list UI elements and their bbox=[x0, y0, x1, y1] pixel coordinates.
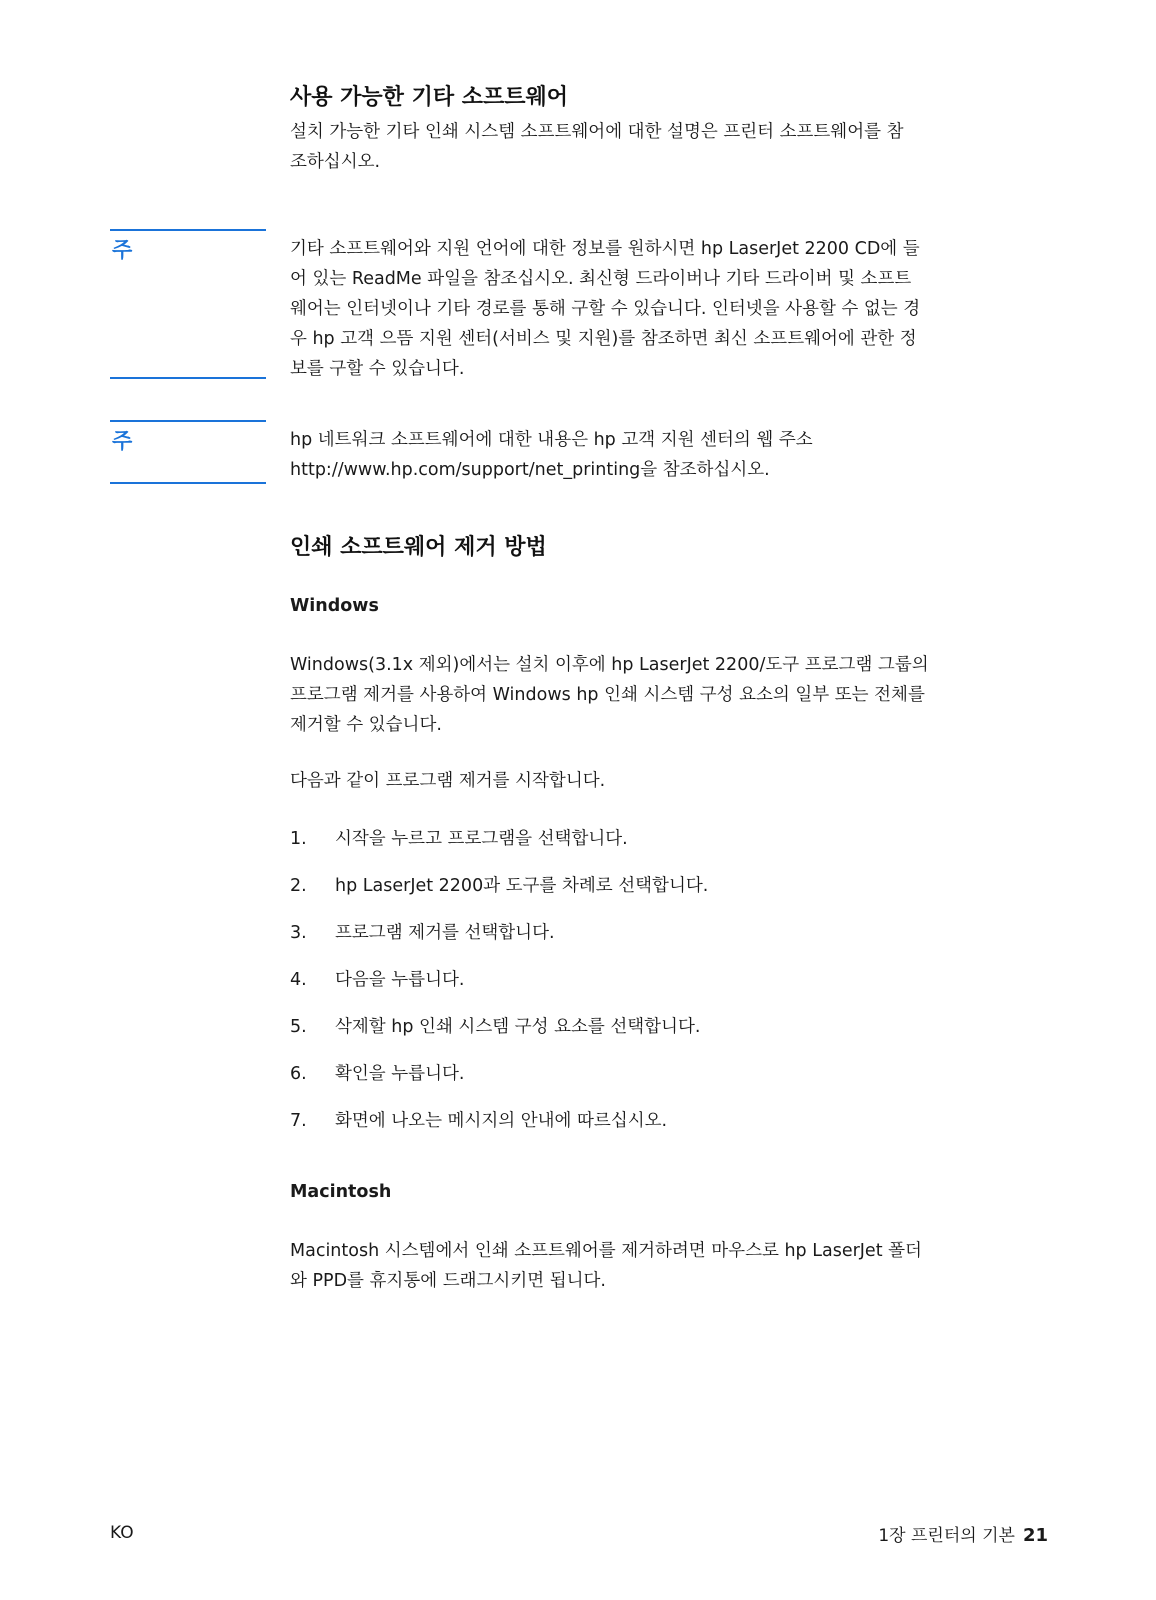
step-text: 프로그램 제거를 선택합니다. bbox=[335, 923, 555, 943]
windows-intro-line-1: Windows(3.1x 제외)에서는 설치 이후에 hp LaserJet 2200/도구 프로그램 그룹의 bbox=[290, 655, 929, 675]
section-other-software bbox=[290, 80, 1050, 111]
note-2-label: 주 bbox=[112, 429, 133, 453]
windows-lead-text: 다음과 같이 프로그램 제거를 시작합니다. bbox=[290, 771, 606, 791]
list-item bbox=[290, 1059, 1050, 1106]
note-2-bottom-rule bbox=[110, 482, 266, 484]
other-software-line-2: 조하십시오. bbox=[290, 152, 381, 172]
list-item bbox=[290, 965, 1050, 1012]
step-text: 다음을 누릅니다. bbox=[335, 970, 465, 990]
other-software-body bbox=[290, 117, 1050, 177]
note-1-body bbox=[290, 234, 1050, 384]
note-1-label: 주 bbox=[112, 238, 133, 262]
step-number: 3. bbox=[290, 923, 307, 943]
step-number: 7. bbox=[290, 1111, 307, 1131]
step-number: 4. bbox=[290, 970, 307, 990]
section-remove-software bbox=[290, 530, 1050, 561]
windows-intro bbox=[290, 650, 1050, 740]
step-text: 확인을 누릅니다. bbox=[335, 1064, 465, 1084]
windows-intro-line-2: 프로그램 제거를 사용하여 Windows hp 인쇄 시스템 구성 요소의 일부 또는 전체를 bbox=[290, 685, 925, 705]
step-number: 5. bbox=[290, 1017, 307, 1037]
step-number: 6. bbox=[290, 1064, 307, 1084]
list-item bbox=[290, 1012, 1050, 1059]
step-text: 화면에 나오는 메시지의 안내에 따르십시오. bbox=[335, 1111, 668, 1131]
list-item bbox=[290, 1106, 1050, 1153]
step-text: hp LaserJet 2200과 도구를 차례로 선택합니다. bbox=[335, 876, 709, 896]
note-2-body bbox=[290, 425, 1050, 485]
note-1-line-2: 어 있는 ReadMe 파일을 참조십시오. 최신형 드라이버나 기타 드라이버 및 소프트 bbox=[290, 269, 912, 289]
macintosh-line-2: 와 PPD를 휴지통에 드래그시키면 됩니다. bbox=[290, 1271, 606, 1291]
macintosh-body bbox=[290, 1236, 1050, 1296]
note-1-line-3: 웨어는 인터넷이나 기타 경로를 통해 구할 수 있습니다. 인터넷을 사용할 수 없는 경 bbox=[290, 299, 921, 319]
macintosh-subheading-wrap bbox=[290, 1182, 1050, 1202]
note-1-line-4: 우 hp 고객 으뜸 지원 센터(서비스 및 지원)를 참조하면 최신 소프트웨어에 관한 정 bbox=[290, 329, 917, 349]
windows-intro-line-3: 제거할 수 있습니다. bbox=[290, 715, 442, 735]
footer-chapter: 1장 프린터의 기본 bbox=[878, 1526, 1015, 1546]
note-2-line-1: hp 네트워크 소프트웨어에 대한 내용은 hp 고객 지원 센터의 웹 주소 bbox=[290, 430, 813, 450]
windows-steps-list bbox=[290, 824, 1050, 1153]
step-number: 1. bbox=[290, 829, 307, 849]
macintosh-line-1: Macintosh 시스템에서 인쇄 소프트웨어를 제거하려면 마우스로 hp LaserJet 폴더 bbox=[290, 1241, 922, 1261]
list-item bbox=[290, 824, 1050, 871]
heading-remove-software: 인쇄 소프트웨어 제거 방법 bbox=[290, 535, 547, 560]
note-2-line-2: http://www.hp.com/support/net_printing을 참조하십시오. bbox=[290, 460, 770, 480]
page-number: 21 bbox=[1022, 1525, 1048, 1546]
footer-language: KO bbox=[110, 1523, 134, 1543]
note-1-bottom-rule bbox=[110, 377, 266, 379]
macintosh-subheading: Macintosh bbox=[290, 1182, 392, 1202]
other-software-line-1: 설치 가능한 기타 인쇄 시스템 소프트웨어에 대한 설명은 프린터 소프트웨어를 참 bbox=[290, 122, 904, 142]
list-item bbox=[290, 871, 1050, 918]
step-text: 시작을 누르고 프로그램을 선택합니다. bbox=[335, 829, 628, 849]
heading-other-software: 사용 가능한 기타 소프트웨어 bbox=[290, 85, 569, 110]
note-1-top-rule bbox=[110, 229, 266, 231]
windows-lead bbox=[290, 766, 1050, 796]
note-1-line-1: 기타 소프트웨어와 지원 언어에 대한 정보를 원하시면 hp LaserJet 2200 CD에 들 bbox=[290, 239, 920, 259]
list-item bbox=[290, 918, 1050, 965]
footer-chapter-info bbox=[878, 1521, 1048, 1546]
note-1-line-5: 보를 구할 수 있습니다. bbox=[290, 359, 465, 379]
step-text: 삭제할 hp 인쇄 시스템 구성 요소를 선택합니다. bbox=[335, 1017, 701, 1037]
windows-subheading-wrap bbox=[290, 596, 1050, 616]
note-2-top-rule bbox=[110, 420, 266, 422]
step-number: 2. bbox=[290, 876, 307, 896]
windows-subheading: Windows bbox=[290, 596, 379, 616]
